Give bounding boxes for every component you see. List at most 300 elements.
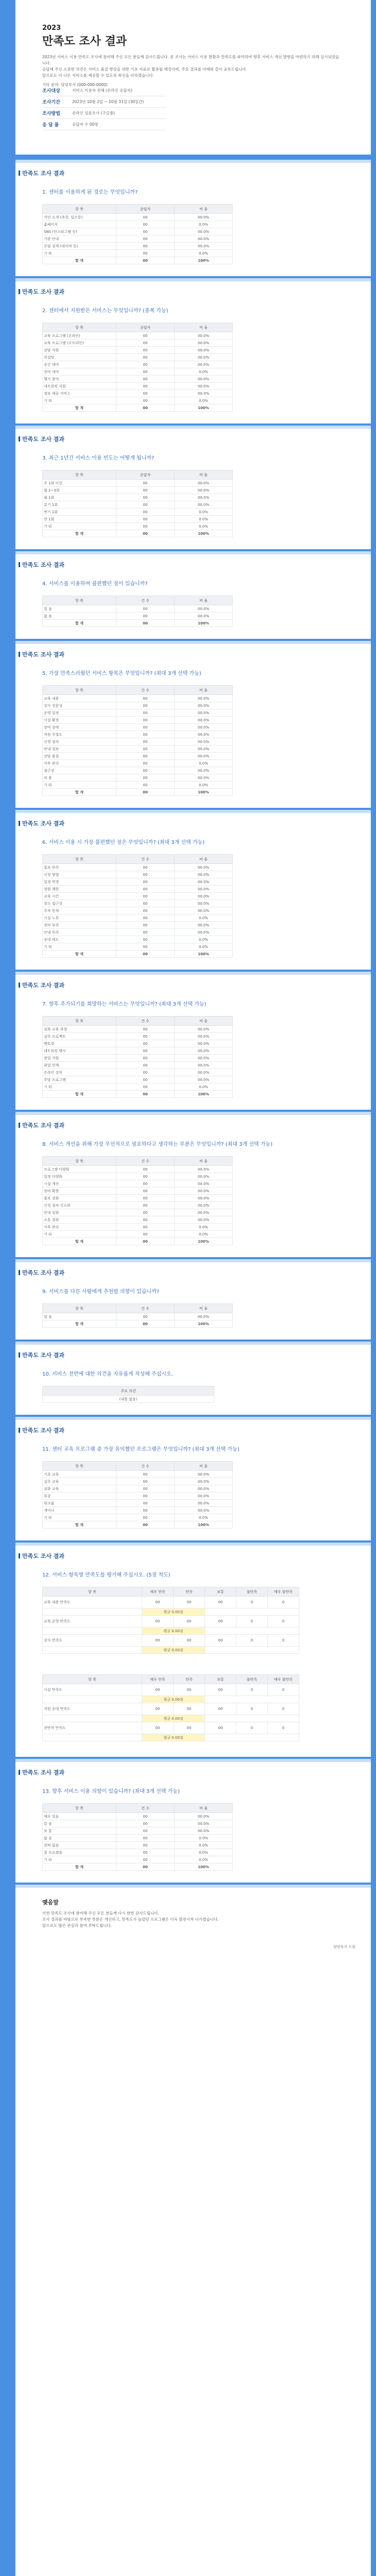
question-text: 1. 센터를 이용하게 된 경로는 무엇입니까?: [42, 190, 138, 195]
table-cell: 주 1회 이상: [43, 480, 116, 487]
table-row: [43, 1069, 233, 1076]
table-cell: 00: [116, 228, 175, 235]
table-row: [43, 922, 233, 929]
table-total-row: [43, 620, 233, 627]
table-row: [43, 1856, 233, 1863]
table-header-cell: 항 목: [43, 323, 116, 332]
table-cell: 00.0%: [175, 494, 233, 501]
table-header-cell: 비 율: [175, 596, 233, 605]
matrix-cell: 강사 만족도: [43, 1635, 142, 1647]
table-cell: 직원 친절도: [43, 731, 116, 738]
table-total-row: [43, 1521, 233, 1529]
table-cell: 안내 정보: [43, 745, 116, 753]
closing-heading: 맺음말: [42, 1899, 59, 1906]
table-cell: 00: [116, 501, 175, 509]
table-cell: 장비 확충: [43, 1188, 116, 1195]
section-title: 만족도 조사 결과: [19, 1768, 64, 1776]
matrix-header-cell: 보통: [205, 1675, 236, 1684]
table-header-cell: 비 율: [175, 470, 233, 480]
matrix-cell: [205, 1628, 299, 1635]
table-cell: 0.0%: [175, 516, 233, 523]
table-cell: 00: [116, 480, 175, 487]
table-cell: 00: [116, 1055, 175, 1062]
table-row: [43, 702, 233, 709]
table-row: [43, 709, 233, 717]
table-cell: 기 타: [43, 1856, 116, 1863]
table-total-row: [43, 1238, 233, 1245]
table-row: [43, 717, 233, 724]
contact-note: 기타 문의: 담당부서 (000-000-0000): [42, 82, 108, 87]
section-panel: [15, 1762, 371, 1883]
matrix-cell: 00: [142, 1597, 174, 1608]
table-row: [43, 1062, 233, 1069]
table-header-cell: 항 목: [43, 470, 116, 480]
table-cell: 0.0%: [175, 1835, 233, 1842]
table-cell: 홍보 부족: [43, 864, 116, 871]
table-cell: 00: [116, 1047, 175, 1055]
question-text: 13. 향후 서비스 이용 의향이 있습니까? (최대 3개 선택 가능): [42, 1789, 180, 1794]
table-cell: 정원 제한: [43, 886, 116, 893]
matrix-header-cell: 불만족: [236, 1675, 268, 1684]
question-text: 2. 센터에서 지원받은 서비스는 무엇입니까? (중복 가능): [42, 308, 168, 314]
table-header-cell: 건 수: [116, 1462, 175, 1471]
matrix-spacer-row: [43, 1715, 299, 1722]
matrix-cell: 교육 운영 만족도: [43, 1616, 142, 1628]
table-row: [43, 501, 233, 509]
table-cell: 00.0%: [175, 340, 233, 347]
table-cell: 응대 태도: [43, 936, 116, 943]
table-header-cell: 항 목: [43, 205, 116, 214]
matrix-cell: 0: [236, 1722, 268, 1734]
table-cell: 기 타: [43, 1231, 116, 1238]
meta-row: [42, 108, 166, 119]
table-cell: 00: [116, 1083, 175, 1091]
table-cell: 00: [116, 878, 175, 886]
table-row: [43, 1188, 233, 1195]
table-header-cell: 건 수: [116, 1016, 175, 1026]
table-cell: 기 타: [43, 250, 116, 257]
table-cell: 00: [116, 243, 175, 250]
meta-row: [42, 85, 166, 96]
matrix-header-cell: 매우 불만족: [268, 1675, 299, 1684]
closing-text: [42, 1910, 336, 1929]
table-cell: 00: [116, 782, 175, 789]
table-cell: 00: [116, 1231, 175, 1238]
table-row: [43, 1635, 299, 1647]
table-cell: 네트워킹 지원: [43, 383, 116, 390]
table-row: [43, 1231, 233, 1238]
table-cell: 0.0%: [175, 523, 233, 530]
table-row: [43, 1224, 233, 1231]
table-total-cell: 합 계: [43, 530, 116, 537]
table-row: [43, 250, 233, 257]
table-cell: 00: [116, 340, 175, 347]
result-table: [42, 204, 233, 264]
table-cell: 00.0%: [175, 347, 233, 354]
table-cell: 일정 다양화: [43, 1173, 116, 1180]
matrix-header-cell: 매우 만족: [142, 1587, 174, 1597]
table-cell: 00: [116, 1224, 175, 1231]
matrix-cell: [205, 1608, 299, 1616]
table-cell: 00: [116, 1202, 175, 1209]
table-cell: 00.0%: [175, 1216, 233, 1224]
table-cell: 신청 절차 간소화: [43, 1202, 116, 1209]
table-cell: 교육 시간: [43, 893, 116, 900]
table-row: [43, 332, 233, 340]
table-cell: 장비 대여: [43, 368, 116, 376]
closing-panel: [15, 1888, 371, 2576]
matrix-cell: [205, 1734, 299, 1741]
table-row: [43, 383, 233, 390]
matrix-cell: 00: [205, 1616, 236, 1628]
table-cell: 00: [116, 886, 175, 893]
table-cell: 신청 절차: [43, 738, 116, 745]
meta-key: 응 답 률: [42, 123, 59, 128]
table-cell: 00: [116, 347, 175, 354]
table-row: [43, 228, 233, 235]
table-row: [43, 724, 233, 731]
matrix-cell: [43, 1696, 142, 1703]
table-row: [43, 1166, 233, 1173]
table-cell: 비 용: [43, 774, 116, 782]
table-cell: 00.0%: [175, 1820, 233, 1827]
meta-value: 온라인 설문조사 (구글폼): [72, 111, 115, 115]
table-row: [43, 1835, 233, 1842]
matrix-header-cell: 만족: [174, 1587, 205, 1597]
table-cell: 반기 1회: [43, 509, 116, 516]
table-row: [43, 1827, 233, 1835]
table-cell: 월 2~3회: [43, 487, 116, 494]
table-cell: 00: [116, 494, 175, 501]
table-cell: 00: [116, 1827, 175, 1835]
meta-key: 조사방법: [42, 111, 60, 116]
table-cell: 기 타: [43, 397, 116, 404]
table-cell: 워크숍: [43, 1500, 116, 1507]
table-cell: 00.0%: [175, 1026, 233, 1033]
table-cell: 00: [116, 1173, 175, 1180]
table-header-cell: 응답자: [116, 470, 175, 480]
table-header-row: [43, 205, 233, 214]
result-table: [42, 323, 233, 412]
table-row: [43, 1313, 233, 1320]
table-total-cell: 100%: [175, 1863, 233, 1871]
matrix-cell: 0: [236, 1684, 268, 1696]
table-cell: 00: [116, 516, 175, 523]
table-cell: 00: [116, 1033, 175, 1040]
table-cell: 홈페이지: [43, 221, 116, 228]
question-text: 11. 센터 교육 프로그램 중 가장 유익했던 프로그램은 무엇입니까? (최대 3개 선택 가능): [42, 1447, 240, 1452]
table-cell: 00: [116, 709, 175, 717]
table-row: [43, 1597, 299, 1608]
table-cell: 00: [116, 1180, 175, 1188]
section-panel: [15, 163, 371, 276]
table-cell: 00.0%: [175, 1500, 233, 1507]
table-cell: 00: [116, 1820, 175, 1827]
table-total-cell: 100%: [175, 789, 233, 796]
matrix-cell: [43, 1734, 142, 1741]
table-cell: 00: [116, 907, 175, 914]
table-cell: 00: [116, 871, 175, 878]
table-row: [43, 1514, 233, 1521]
table-cell: 심화 교육: [43, 1485, 116, 1493]
matrix-cell: 0: [268, 1597, 299, 1608]
matrix-cell: 00: [205, 1703, 236, 1715]
table-row: [43, 487, 233, 494]
meta-value: 2023년 10월 2일 ~ 10월 31일 (30일간): [72, 99, 144, 104]
table-cell: 00: [116, 724, 175, 731]
result-table: [42, 470, 233, 537]
table-total-cell: 00: [116, 951, 175, 958]
table-row: [43, 243, 233, 250]
table-row: [43, 767, 233, 774]
table-cell: 행사 참여: [43, 376, 116, 383]
table-cell: 00.0%: [175, 376, 233, 383]
table-row: [43, 871, 233, 878]
question-text: 7. 향후 추가되기를 희망하는 서비스는 무엇입니까? (최대 3개 선택 가능): [42, 1002, 207, 1007]
matrix-average-cell: 평균 0.00점: [142, 1696, 205, 1703]
section-title: 만족도 조사 결과: [19, 561, 64, 569]
closing-line: 앞으로도 많은 관심과 참여 부탁드립니다.: [42, 1923, 112, 1928]
table-header-cell: 건 수: [116, 1304, 175, 1313]
matrix-cell: [43, 1628, 142, 1635]
table-cell: 0.0%: [175, 509, 233, 516]
table-cell: 기 타: [43, 943, 116, 951]
table-header-cell: 비 율: [175, 1016, 233, 1026]
table-header-cell: 항 목: [43, 686, 116, 695]
table-row: [43, 1083, 233, 1091]
table-total-cell: 합 계: [43, 1320, 116, 1328]
table-cell: 상담 품질: [43, 753, 116, 760]
table-cell: 00.0%: [175, 738, 233, 745]
section-panel: [15, 1262, 371, 1340]
table-cell: 교육 내용: [43, 695, 116, 702]
table-header-row: [43, 686, 233, 695]
matrix-cell: 00: [174, 1703, 205, 1715]
table-cell: 00: [116, 1069, 175, 1076]
table-cell: 사후 관리: [43, 1224, 116, 1231]
matrix-spacer-row: [43, 1608, 299, 1616]
table-cell: 00.0%: [175, 390, 233, 397]
closing-line: 조사 결과를 바탕으로 부족한 부분은 개선하고, 만족도가 높았던 프로그램은 더욱 발전시켜 나가겠습니다.: [42, 1917, 219, 1922]
table-row: [43, 221, 233, 228]
table-header-cell: 비 율: [175, 1157, 233, 1166]
table-cell: 매우 있음: [43, 1813, 116, 1820]
table-header-row: [43, 1675, 299, 1684]
intro-line: 응답해 주신 소중한 의견은 서비스 품질 향상을 위한 기초 자료로 활용될 예정이며, 주요 결과를 아래와 같이 공유드립니다.: [42, 67, 247, 72]
table-cell: 00.0%: [175, 893, 233, 900]
table-total-cell: 00: [116, 1863, 175, 1871]
table-cell: 보 통: [43, 1827, 116, 1835]
matrix-cell: 00: [142, 1722, 174, 1734]
table-row: [43, 1813, 233, 1820]
table-cell: 프로그램 다양화: [43, 1166, 116, 1173]
table-total-row: [43, 1091, 233, 1098]
table-row: [43, 376, 233, 383]
table-header-cell: 비 율: [175, 1804, 233, 1813]
table-total-cell: 합 계: [43, 789, 116, 796]
table-cell: 00.0%: [175, 1055, 233, 1062]
table-cell: 00.0%: [175, 1069, 233, 1076]
table-cell: 시설 노후: [43, 914, 116, 922]
table-row: [43, 347, 233, 354]
matrix-average-cell: 평균 0.00점: [142, 1715, 205, 1722]
table-cell: 00.0%: [175, 878, 233, 886]
table-header-row: [43, 1304, 233, 1313]
matrix-cell: 0: [268, 1684, 299, 1696]
table-header-cell: 비 율: [175, 1462, 233, 1471]
table-cell: 0.0%: [175, 782, 233, 789]
table-cell: 0.0%: [175, 250, 233, 257]
table-total-cell: 100%: [175, 530, 233, 537]
section-panel: [15, 429, 371, 549]
table-cell: 00: [116, 774, 175, 782]
table-row: [43, 1703, 299, 1715]
report-title: 만족도 조사 결과: [42, 35, 127, 48]
table-header-row: [43, 323, 233, 332]
matrix-average-cell: 평균 0.00점: [142, 1647, 205, 1654]
table-row: [43, 1493, 233, 1500]
table-header-cell: 항 목: [43, 596, 116, 605]
table-cell: 기초 교육: [43, 1471, 116, 1478]
table-cell: 00.0%: [175, 1507, 233, 1514]
table-cell: 00.0%: [175, 1195, 233, 1202]
table-row: [43, 480, 233, 487]
table-total-row: [43, 404, 233, 412]
satisfaction-matrix: [42, 1587, 299, 1654]
table-row: [43, 1180, 233, 1188]
result-table: [42, 685, 233, 796]
table-row: [43, 509, 233, 516]
matrix-cell: 0: [236, 1597, 268, 1608]
table-cell: 00: [116, 929, 175, 936]
table-cell: 00.0%: [175, 1040, 233, 1047]
table-cell: 00.0%: [175, 731, 233, 738]
table-cell: 00.0%: [175, 774, 233, 782]
table-cell: 00: [116, 1313, 175, 1320]
table-row: [43, 1040, 233, 1047]
matrix-cell: 00: [174, 1722, 205, 1734]
table-cell: 00.0%: [175, 480, 233, 487]
table-cell: 월 1회: [43, 494, 116, 501]
question-text: 8. 서비스 개선을 위해 가장 우선적으로 필요하다고 생각하는 부분은 무엇입니까? (최대 3개 선택 가능): [42, 1142, 273, 1147]
table-row: [43, 613, 233, 620]
table-cell: 00: [116, 613, 175, 620]
table-cell: 소통 강화: [43, 1216, 116, 1224]
table-total-row: [43, 1320, 233, 1328]
table-total-cell: 00: [116, 530, 175, 537]
table-total-cell: 00: [116, 1091, 175, 1098]
table-cell: 00: [116, 221, 175, 228]
table-header-cell: 항 목: [43, 1016, 116, 1026]
table-row: [43, 1471, 233, 1478]
table-header-row: [43, 1016, 233, 1026]
table-cell: 교육 프로그램 (오프라인): [43, 340, 116, 347]
matrix-average-cell: 평균 0.00점: [142, 1734, 205, 1741]
question-text: 6. 서비스 이용 시 가장 불편했던 점은 무엇입니까? (최대 3개 선택 가능): [42, 840, 205, 845]
table-cell: 안내 강화: [43, 1209, 116, 1216]
table-row: [43, 516, 233, 523]
table-row: [43, 1055, 233, 1062]
table-cell: 접근성: [43, 767, 116, 774]
table-cell: 00.0%: [175, 864, 233, 871]
table-cell: 있 음: [43, 1820, 116, 1827]
section-panel: [15, 554, 371, 639]
matrix-spacer-row: [43, 1696, 299, 1703]
table-row: [43, 1684, 299, 1696]
table-cell: 심화 교육 과정: [43, 1026, 116, 1033]
matrix-cell: 00: [174, 1616, 205, 1628]
intro-line: 앞으로도 더 나은 서비스를 제공할 수 있도록 최선을 다하겠습니다.: [42, 73, 155, 78]
matrix-cell: 0: [268, 1703, 299, 1715]
table-header-cell: 비 율: [175, 205, 233, 214]
table-cell: 기관 안내: [43, 235, 116, 243]
table-row: [43, 523, 233, 530]
table-header-cell: 비 율: [175, 855, 233, 864]
table-total-cell: 00: [116, 789, 175, 796]
table-header-cell: 비 율: [175, 686, 233, 695]
table-cell: 00: [116, 1835, 175, 1842]
table-row: [43, 731, 233, 738]
table-cell: 00: [116, 487, 175, 494]
table-cell: 00.0%: [175, 1827, 233, 1835]
section-title: 만족도 조사 결과: [19, 819, 64, 827]
table-cell: 주말 프로그램: [43, 1076, 116, 1083]
table-cell: 00: [116, 1166, 175, 1173]
table-row: [43, 214, 233, 221]
table-row: [43, 1202, 233, 1209]
table-row: [43, 907, 233, 914]
matrix-average-cell: 평균 0.00점: [142, 1628, 205, 1635]
table-cell: 00: [116, 1478, 175, 1485]
table-cell: 온라인 강의: [43, 1069, 116, 1076]
table-row: [43, 900, 233, 907]
section-panel: [15, 813, 371, 970]
table-cell: 있 음: [43, 1313, 116, 1320]
table-cell: 실무 프로젝트: [43, 1033, 116, 1040]
table-header-row: [43, 1587, 299, 1597]
table-cell: 취업 연계: [43, 1062, 116, 1069]
matrix-cell: 0: [236, 1703, 268, 1715]
table-cell: 00: [116, 1842, 175, 1849]
table-row: [43, 1842, 233, 1849]
table-cell: 00.0%: [175, 767, 233, 774]
section-title: 만족도 조사 결과: [19, 981, 64, 989]
table-cell: 00: [116, 1849, 175, 1856]
table-header-cell: 건 수: [116, 1804, 175, 1813]
table-row: [43, 1849, 233, 1856]
table-cell: 00.0%: [175, 1493, 233, 1500]
table-total-row: [43, 1863, 233, 1871]
table-cell: 0.0%: [175, 936, 233, 943]
table-row: [43, 1722, 299, 1734]
table-row: [43, 1507, 233, 1514]
table-cell: 0.0%: [175, 1849, 233, 1856]
table-cell: 00.0%: [175, 1047, 233, 1055]
table-cell: 00: [116, 1507, 175, 1514]
table-cell: 00: [116, 376, 175, 383]
table-cell: 있 음: [43, 605, 116, 613]
table-cell: 00: [116, 361, 175, 368]
table-cell: 신청 방법: [43, 871, 116, 878]
table-cell: 00.0%: [175, 332, 233, 340]
meta-value: 응답자 수 00명: [72, 122, 98, 127]
table-cell: 00: [116, 354, 175, 361]
matrix-cell: 00: [174, 1597, 205, 1608]
table-row: [43, 1033, 233, 1040]
table-row: [43, 760, 233, 767]
table-cell: 00: [116, 893, 175, 900]
table-cell: 0.0%: [175, 760, 233, 767]
